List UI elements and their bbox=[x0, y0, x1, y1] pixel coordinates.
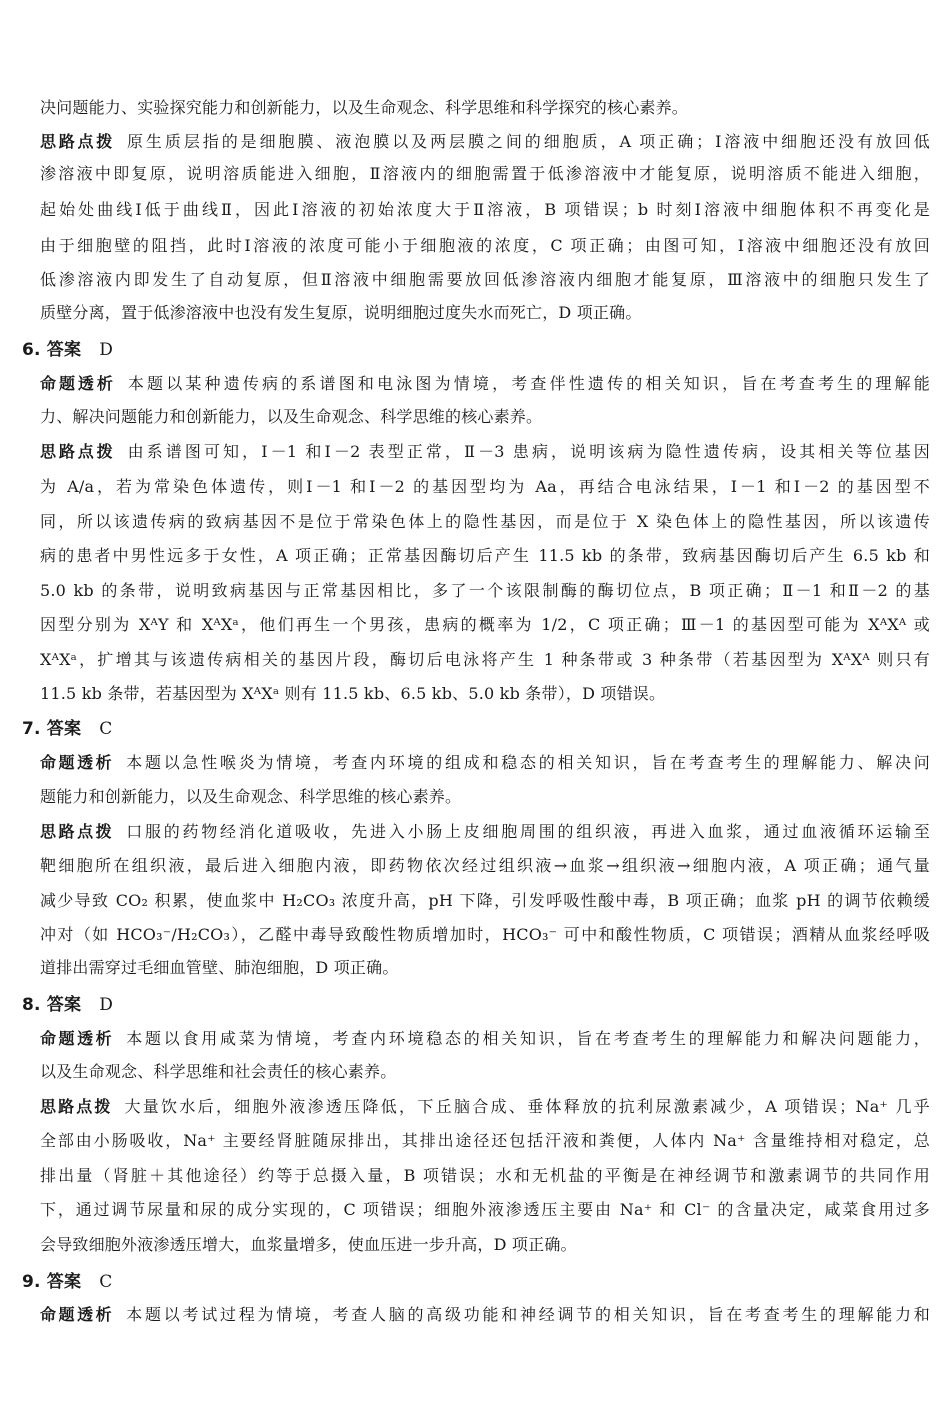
line-text: 道排出需穿过毛细血管壁、肺泡细胞，D 项正确。 bbox=[40, 958, 399, 977]
section-line bbox=[40, 753, 930, 773]
line-text: 因型分别为 XᴬY 和 XᴬXᵃ，他们再生一个男孩，患病的概率为 1/2，C 项正确；Ⅲ－1 的基因型可能为 XᴬXᴬ 或 bbox=[40, 615, 930, 634]
text-line bbox=[40, 303, 930, 323]
answer-value: C bbox=[99, 1272, 113, 1292]
section-label: 命题透析 bbox=[40, 1029, 115, 1048]
line-text: 排出量（肾脏＋其他途径）约等于总摄入量，B 项错误；水和无机盐的平衡是在神经调节和激素调节的共同作用 bbox=[40, 1166, 930, 1185]
section-line bbox=[40, 442, 930, 462]
line-text: 同，所以该遗传病的致病基因不是位于常染色体上的隐性基因，而是位于 X 染色体上的隐性基因，所以该遗传 bbox=[40, 512, 930, 531]
line-text: 决问题能力、实验探究能力和创新能力，以及生命观念、科学思维和科学探究的核心素养。 bbox=[40, 98, 689, 117]
text-line bbox=[40, 958, 930, 978]
line-text: XᴬXᵃ，扩增其与该遗传病相关的基因片段，酶切后电泳将产生 1 种条带或 3 种条带（若基因型为 XᴬXᴬ 则只有 bbox=[40, 650, 930, 669]
text-line bbox=[40, 684, 930, 704]
line-text: 口服的药物经消化道吸收，先进入小肠上皮细胞周围的组织液，再进入血浆，通过血液循环运输至 bbox=[126, 822, 930, 841]
section-label: 命题透析 bbox=[40, 374, 116, 393]
section-label: 思路点拨 bbox=[40, 822, 115, 841]
text-line bbox=[40, 1062, 930, 1082]
section-line bbox=[40, 132, 930, 152]
section-label: 命题透析 bbox=[40, 1305, 115, 1324]
line-text: 全部由小肠吸收，Na⁺ 主要经肾脏随尿排出，其排出途径还包括汗液和粪便，人体内 Na⁺ 含量维持相对稳定，总 bbox=[40, 1131, 930, 1150]
line-text: 力、解决问题能力和创新能力，以及生命观念、科学思维的核心素养。 bbox=[40, 407, 543, 426]
answer-line bbox=[22, 719, 912, 739]
line-text: 减少导致 CO₂ 积累，使血浆中 H₂CO₃ 浓度升高，pH 下降，引发呼吸性酸中毒，B 项正确；血浆 pH 的调节依赖缓 bbox=[40, 891, 930, 910]
line-text: 5.0 kb 的条带，说明致病基因与正常基因相比，多了一个该限制酶的酶切位点，B 项正确；Ⅱ－1 和Ⅱ－2 的基 bbox=[40, 581, 930, 600]
line-text: 冲对（如 HCO₃⁻/H₂CO₃），乙醛中毒导致酸性物质增加时，HCO₃⁻ 可中和酸性物质，C 项错误；酒精从血浆经呼吸 bbox=[40, 925, 930, 944]
text-line bbox=[40, 856, 930, 876]
section-line bbox=[40, 822, 930, 842]
text-line bbox=[40, 270, 930, 290]
section-label: 命题透析 bbox=[40, 753, 115, 772]
text-line bbox=[40, 581, 930, 601]
line-text: 病的患者中男性远多于女性，A 项正确；正常基因酶切后产生 11.5 kb 的条带，致病基因酶切后产生 6.5 kb 和 bbox=[40, 546, 930, 565]
section-line bbox=[40, 1097, 930, 1117]
line-text: 11.5 kb 条带，若基因型为 XᴬXᵃ 则有 11.5 kb、6.5 kb、5.0 kb 条带），D 项错误。 bbox=[40, 684, 666, 703]
text-line bbox=[40, 546, 930, 566]
answer-value: C bbox=[99, 719, 113, 739]
text-line bbox=[40, 650, 930, 670]
text-line bbox=[40, 1131, 930, 1151]
answer-line bbox=[22, 1272, 912, 1292]
text-line bbox=[40, 787, 930, 807]
line-text: 下，通过调节尿量和尿的成分实现的，C 项错误；细胞外液渗透压主要由 Na⁺ 和 Cl⁻ 的含量决定，咸菜食用过多 bbox=[40, 1200, 930, 1219]
text-line bbox=[40, 925, 930, 945]
answer-label: 7. 答案 bbox=[22, 719, 82, 739]
section-label: 思路点拨 bbox=[40, 1097, 113, 1116]
text-line bbox=[40, 236, 930, 256]
section-line bbox=[40, 1305, 930, 1325]
section-line bbox=[40, 1029, 930, 1049]
line-text: 本题以食用咸菜为情境，考查内环境稳态的相关知识，旨在考查考生的理解能力和解决问题能力， bbox=[126, 1029, 930, 1048]
section-label: 思路点拨 bbox=[40, 442, 116, 461]
line-text: 为 A/a，若为常染色体遗传，则Ⅰ－1 和Ⅰ－2 的基因型均为 Aa，再结合电泳结果，Ⅰ－1 和Ⅰ－2 的基因型不 bbox=[40, 477, 930, 496]
line-text: 大量饮水后，细胞外液渗透压降低，下丘脑合成、垂体释放的抗利尿激素减少，A 项错误；Na⁺ 几乎 bbox=[124, 1097, 930, 1116]
text-line bbox=[40, 200, 930, 220]
text-line bbox=[40, 164, 930, 184]
section-line bbox=[40, 374, 930, 394]
line-text: 起始处曲线Ⅰ低于曲线Ⅱ，因此Ⅰ溶液的初始浓度大于Ⅱ溶液，B 项错误；b 时刻Ⅰ溶液中细胞体积不再变化是 bbox=[40, 200, 930, 219]
line-text: 靶细胞所在组织液，最后进入细胞内液，即药物依次经过组织液→血浆→组织液→细胞内液，A 项正确；通气量 bbox=[40, 856, 930, 875]
answer-line bbox=[22, 340, 912, 360]
line-text: 由于细胞壁的阻挡，此时Ⅰ溶液的浓度可能小于细胞液的浓度，C 项正确；由图可知，Ⅰ溶液中细胞还没有放回 bbox=[40, 236, 930, 255]
line-text: 渗溶液中即复原，说明溶质能进入细胞，Ⅱ溶液内的细胞需置于低渗溶液中才能复原，说明溶质不能进入细胞， bbox=[40, 164, 930, 183]
line-text: 本题以某种遗传病的系谱图和电泳图为情境，考查伴性遗传的相关知识，旨在考查考生的理解能 bbox=[127, 374, 930, 393]
line-text: 质壁分离，置于低渗溶液中也没有发生复原，说明细胞过度失水而死亡，D 项正确。 bbox=[40, 303, 642, 322]
line-text: 本题以急性喉炎为情境，考查内环境的组成和稳态的相关知识，旨在考查考生的理解能力、解决问 bbox=[126, 753, 930, 772]
section-label: 思路点拨 bbox=[40, 132, 115, 151]
line-text: 题能力和创新能力，以及生命观念、科学思维的核心素养。 bbox=[40, 787, 462, 806]
text-line bbox=[40, 98, 930, 118]
answer-label: 8. 答案 bbox=[22, 995, 82, 1015]
line-text: 低渗溶液内即发生了自动复原，但Ⅱ溶液中细胞需要放回低渗溶液内细胞才能复原，Ⅲ溶液中的细胞只发生了 bbox=[40, 270, 930, 289]
answer-label: 9. 答案 bbox=[22, 1272, 82, 1292]
text-line bbox=[40, 512, 930, 532]
line-text: 本题以考试过程为情境，考查人脑的高级功能和神经调节的相关知识，旨在考查考生的理解能力和 bbox=[126, 1305, 930, 1324]
text-line bbox=[40, 891, 930, 911]
answer-label: 6. 答案 bbox=[22, 340, 82, 360]
text-line bbox=[40, 477, 930, 497]
line-text: 由系谱图可知，Ⅰ－1 和Ⅰ－2 表型正常，Ⅱ－3 患病，说明该病为隐性遗传病，设其相关等位基因 bbox=[127, 442, 930, 461]
answer-value: D bbox=[99, 995, 114, 1015]
line-text: 会导致细胞外液渗透压增大，血浆量增多，使血压进一步升高，D 项正确。 bbox=[40, 1235, 577, 1254]
answer-value: D bbox=[99, 340, 114, 360]
line-text: 以及生命观念、科学思维和社会责任的核心素养。 bbox=[40, 1062, 397, 1081]
line-text: 原生质层指的是细胞膜、液泡膜以及两层膜之间的细胞质，A 项正确；Ⅰ溶液中细胞还没有放回低 bbox=[126, 132, 930, 151]
text-line bbox=[40, 1235, 930, 1255]
text-line bbox=[40, 407, 930, 427]
answer-line bbox=[22, 995, 912, 1015]
text-line bbox=[40, 1166, 930, 1186]
text-line bbox=[40, 1200, 930, 1220]
text-line bbox=[40, 615, 930, 635]
